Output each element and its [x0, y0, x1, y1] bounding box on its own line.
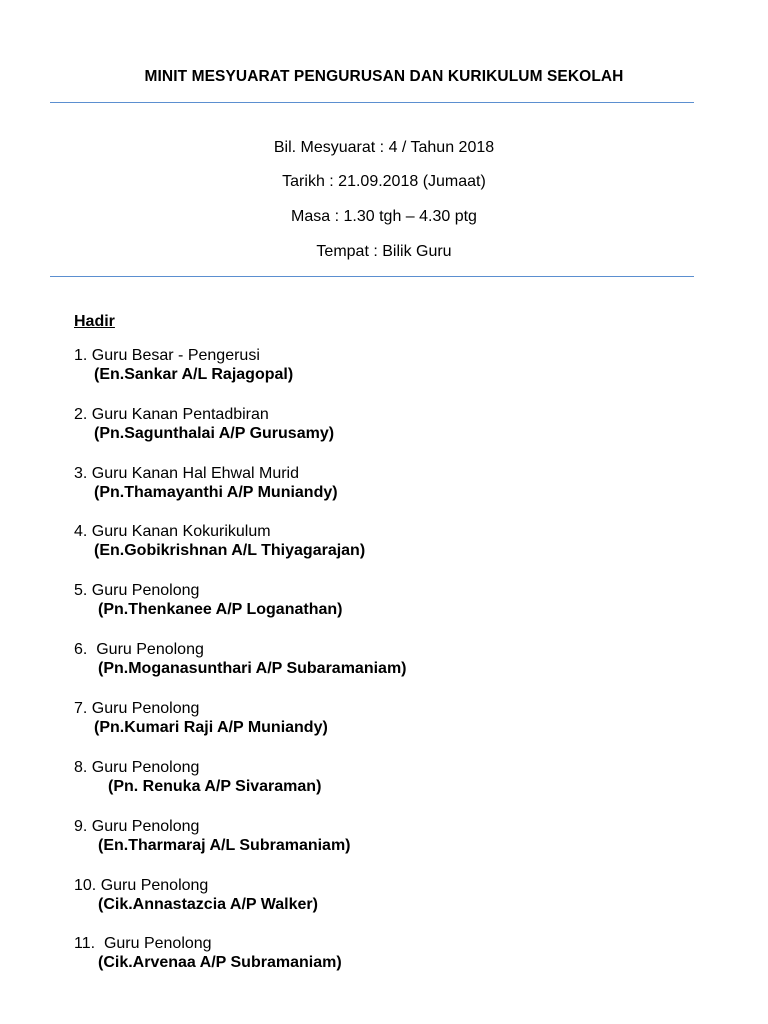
- meeting-number: Bil. Mesyuarat : 4 / Tahun 2018: [273, 139, 495, 156]
- document-title: MINIT MESYUARAT PENGURUSAN DAN KURIKULUM SEKOLAH: [144, 68, 624, 85]
- attendee-role: 11. Guru Penolong: [74, 935, 212, 952]
- attendee-name: (Pn.Moganasunthari A/P Subaramaniam): [98, 660, 407, 677]
- bottom-divider: [50, 276, 694, 277]
- attendee-item: [74, 464, 338, 502]
- attendee-item: [74, 876, 318, 914]
- attendee-role: 5. Guru Penolong: [74, 582, 200, 599]
- attendee-role: 6. Guru Penolong: [74, 641, 204, 658]
- attendee-item: [74, 934, 342, 972]
- attendee-role: 7. Guru Penolong: [74, 700, 200, 717]
- attendee-role: 10. Guru Penolong: [74, 877, 209, 894]
- attendee-name: (En.Tharmaraj A/L Subramaniam): [98, 837, 351, 854]
- attendee-name: (En.Gobikrishnan A/L Thiyagarajan): [94, 542, 366, 559]
- attendee-role: 2. Guru Kanan Pentadbiran: [74, 406, 269, 423]
- meeting-date: Tarikh : 21.09.2018 (Jumaat): [282, 173, 486, 190]
- attendee-name: (Pn.Sagunthalai A/P Gurusamy): [94, 425, 335, 442]
- attendee-item: [74, 581, 342, 619]
- meeting-venue: Tempat : Bilik Guru: [316, 243, 452, 260]
- attendee-name: (Pn.Thamayanthi A/P Muniandy): [94, 484, 338, 501]
- attendee-name: (Pn.Thenkanee A/P Loganathan): [98, 601, 343, 618]
- attendance-heading: Hadir: [74, 313, 115, 330]
- attendee-item: [74, 758, 321, 796]
- attendee-role: 3. Guru Kanan Hal Ehwal Murid: [74, 465, 299, 482]
- attendee-name: (Cik.Arvenaa A/P Subramaniam): [98, 954, 342, 971]
- attendee-item: [74, 640, 407, 678]
- attendee-item: [74, 699, 328, 737]
- attendee-item: [74, 817, 351, 855]
- attendee-role: 1. Guru Besar - Pengerusi: [74, 347, 260, 364]
- meeting-time: Masa : 1.30 tgh – 4.30 ptg: [291, 208, 477, 225]
- top-divider: [50, 102, 694, 103]
- attendee-name: (Pn.Kumari Raji A/P Muniandy): [94, 719, 328, 736]
- attendee-item: [74, 522, 365, 560]
- attendee-name: (Pn. Renuka A/P Sivaraman): [108, 778, 322, 795]
- attendee-item: [74, 405, 334, 443]
- attendee-role: 8. Guru Penolong: [74, 759, 200, 776]
- attendee-role: 9. Guru Penolong: [74, 818, 200, 835]
- attendee-item: [74, 346, 293, 384]
- attendee-role: 4. Guru Kanan Kokurikulum: [74, 523, 271, 540]
- attendee-name: (En.Sankar A/L Rajagopal): [94, 366, 294, 383]
- attendee-name: (Cik.Annastazcia A/P Walker): [98, 896, 318, 913]
